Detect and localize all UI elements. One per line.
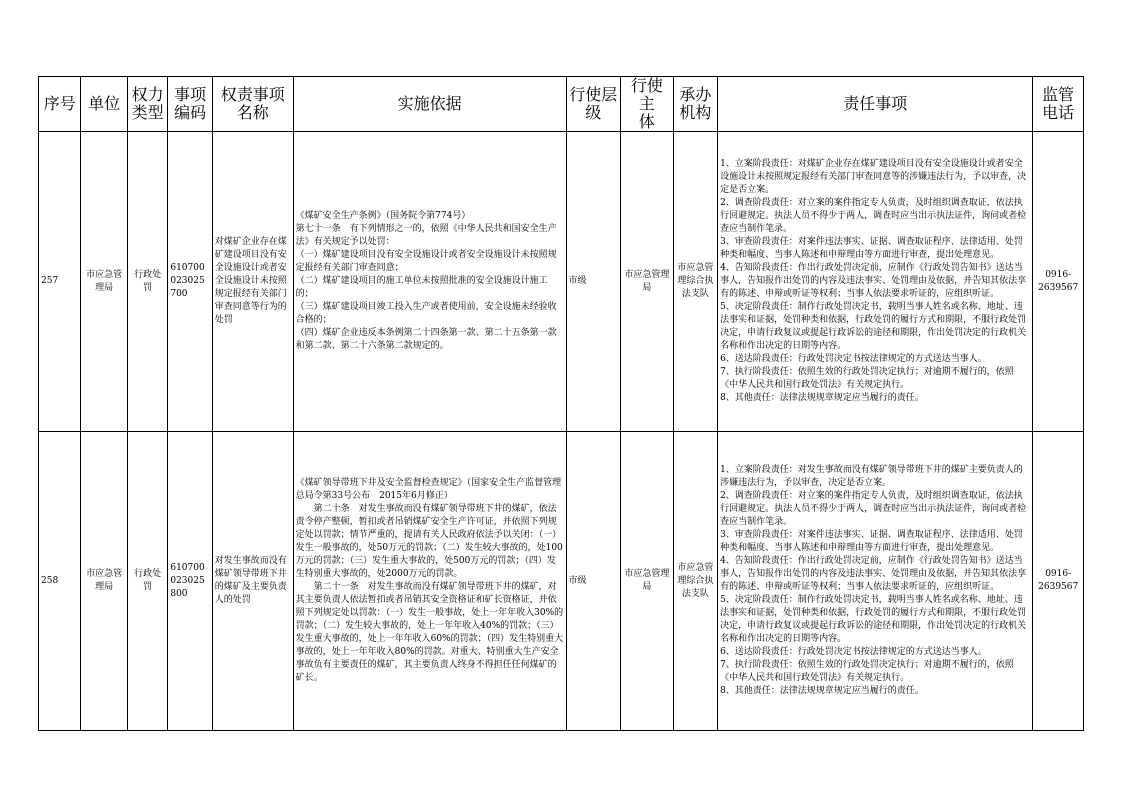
cell-seq: 257 [39, 132, 81, 432]
cell-phone: 0916- 2639567 [1033, 432, 1084, 731]
cell-power-type: 行政处罚 [127, 132, 167, 432]
cell-item-code: 610700023025700 [168, 132, 212, 432]
cell-basis: 《煤矿安全生产条例》（国务院令第774号） 第七十一条 有下列情形之一的，依照《中华人民共和国安全生产法》有关规定予以处罚： （一）煤矿建设项目没有安全设施设计或者安全设施设计未按照规定报经有关部门审查同意； （二）煤矿建设项目的施工单位未按照批准的安全设施设计施工的； （三）煤矿建设项目竣工投入生产或者使用前，安全设施未经验收合格的； （四）煤矿企业违反本条例第二十四条第一款、第二十五条第一款和第二款、第二十六条第二款规定的。 [293, 132, 566, 432]
cell-unit: 市应急管理局 [81, 432, 127, 731]
cell-phone: 0916- 2639567 [1033, 132, 1084, 432]
cell-power-name: 对煤矿企业存在煤矿建设项目没有安全设施设计或者安全设施设计未按照规定报经有关部门审查同意等行为的处罚 [212, 132, 293, 432]
cell-basis: 《煤矿领导带班下井及安全监督检查规定》（国家安全生产监督管理总局令第33号公布 2015年6月修正） 第二十条 对发生事故而没有煤矿领导带班下井的煤矿，依法责令停产整顿，暂扣或者吊销煤矿安全生产许可证，并依照下列规定处以罚款；情节严重的，提请有关人民政府依法予以关闭：（一）发生一般事故的，处50万元的罚款；（二）发生较大事故的，处100万元的罚款；（三）发生重大事故的，处500万元的罚款；（四）发生特别重大事故的，处2000万元的罚款。 第二十一条 对发生事故而没有煤矿领导带班下井的煤矿，对其主要负责人依法暂扣或者吊销其安全资格证和矿长资格证，并依照下列规定处以罚款：（一）发生一般事故，处上一年年收入30%的罚款；（二）发生较大事故的，处上一年年收入40%的罚款；（三）发生重大事故的，处上一年年收入60%的罚款；（四）发生特别重大事故的，处上一年年收入80%的罚款。对重大、特别重大生产安全事故负有主要责任的煤矿，其主要负责人终身不得担任任何煤矿的矿长。 [293, 432, 566, 731]
header-unit: 单位 [81, 77, 127, 132]
cell-agency: 市应急管理综合执法支队 [673, 132, 717, 432]
header-phone: 监管 电话 [1033, 77, 1084, 132]
header-level: 行使层 级 [566, 77, 621, 132]
cell-power-type: 行政处罚 [127, 432, 167, 731]
header-item-code: 事项 编码 [168, 77, 212, 132]
table-row [39, 432, 1084, 731]
cell-agency: 市应急管理综合执法支队 [673, 432, 717, 731]
cell-seq: 258 [39, 432, 81, 731]
cell-unit: 市应急管理局 [81, 132, 127, 432]
cell-item-code: 610700023025800 [168, 432, 212, 731]
header-responsibility: 责任事项 [718, 77, 1033, 132]
cell-level: 市级 [566, 432, 621, 731]
cell-power-name: 对发生事故而没有煤矿领导带班下井的煤矿及主要负责人的处罚 [212, 432, 293, 731]
header-power-type: 权力 类型 [127, 77, 167, 132]
header-power-name: 权责事项 名称 [212, 77, 293, 132]
cell-responsibility: 1、立案阶段责任：对煤矿企业存在煤矿建设项目没有安全设施设计或者安全设施设计未按照规定报经有关部门审查同意等的涉嫌违法行为，予以审查，决定是否立案。 2、调查阶段责任：对立案的案件指定专人负责，及时组织调查取证，依法执行回避规定。执法人员不得少于两人，调查时应当出示执法证件，询问或者检查应当制作笔录。 3、审查阶段责任：对案件违法事实、证据、调查取证程序、法律适用、处罚种类和幅度、当事人陈述和申辩理由等方面进行审查，提出处理意见。 4、告知阶段责任：作出行政处罚决定前，应制作《行政处罚告知书》送达当事人，告知报作出处罚的内容及违法事实、处罚理由及依据，并告知其依法享有的陈述、申辩或听证等权利；当事人依法要求听证的，应组织听证。 5、决定阶段责任：制作行政处罚决定书，载明当事人姓名或名称、地址、违法事实和证据，处罚种类和依据，行政处罚的履行方式和期限，不服行政处罚决定，申请行政复议或提起行政诉讼的途径和期限，作出处罚决定的行政机关名称和作出决定的日期等内容。 6、送达阶段责任：行政处罚决定书按法律规定的方式送达当事人。 7、执行阶段责任：依照生效的行政处罚决定执行；对逾期不履行的，依照《中华人民共和国行政处罚法》有关规定执行。 8、其他责任：法律法规规章规定应当履行的责任。 [718, 132, 1033, 432]
cell-subject: 市应急管理局 [621, 432, 674, 731]
header-basis: 实施依据 [293, 77, 566, 132]
cell-level: 市级 [566, 132, 621, 432]
power-list-table [38, 76, 1084, 731]
cell-subject: 市应急管理局 [621, 132, 674, 432]
table-row [39, 132, 1084, 432]
header-agency: 承办 机构 [673, 77, 717, 132]
header-row [39, 77, 1084, 132]
header-subject: 行使主 体 [621, 77, 674, 132]
cell-responsibility: 1、立案阶段责任：对发生事故而没有煤矿领导带班下井的煤矿主要负责人的涉嫌违法行为，予以审查，决定是否立案。 2、调查阶段责任：对立案的案件指定专人负责，及时组织调查取证，依法执行回避规定。执法人员不得少于两人，调查时应当出示执法证件，询问或者检查应当制作笔录。 3、审查阶段责任：对案件违法事实、证据、调查取证程序、法律适用、处罚种类和幅度、当事人陈述和申辩理由等方面进行审查，提出处理意见。 4、告知阶段责任：作出行政处罚决定前，应制作《行政处罚告知书》送达当事人，告知报作出处罚的内容及违法事实、处罚理由及依据，并告知其依法享有的陈述、申辩或听证等权利；当事人依法要求听证的，应组织听证。 5、决定阶段责任：制作行政处罚决定书，载明当事人姓名或名称、地址、违法事实和证据，处罚种类和依据，行政处罚的履行方式和期限，不服行政处罚决定，申请行政复议或提起行政诉讼的途径和期限，作出处罚决定的行政机关名称和作出决定的日期等内容。 6、送达阶段责任：行政处罚决定书按法律规定的方式送达当事人。 7、执行阶段责任：依照生效的行政处罚决定执行；对逾期不履行的，依照《中华人民共和国行政处罚法》有关规定执行。 8、其他责任：法律法规规章规定应当履行的责任。 [718, 432, 1033, 731]
header-seq: 序号 [39, 77, 81, 132]
